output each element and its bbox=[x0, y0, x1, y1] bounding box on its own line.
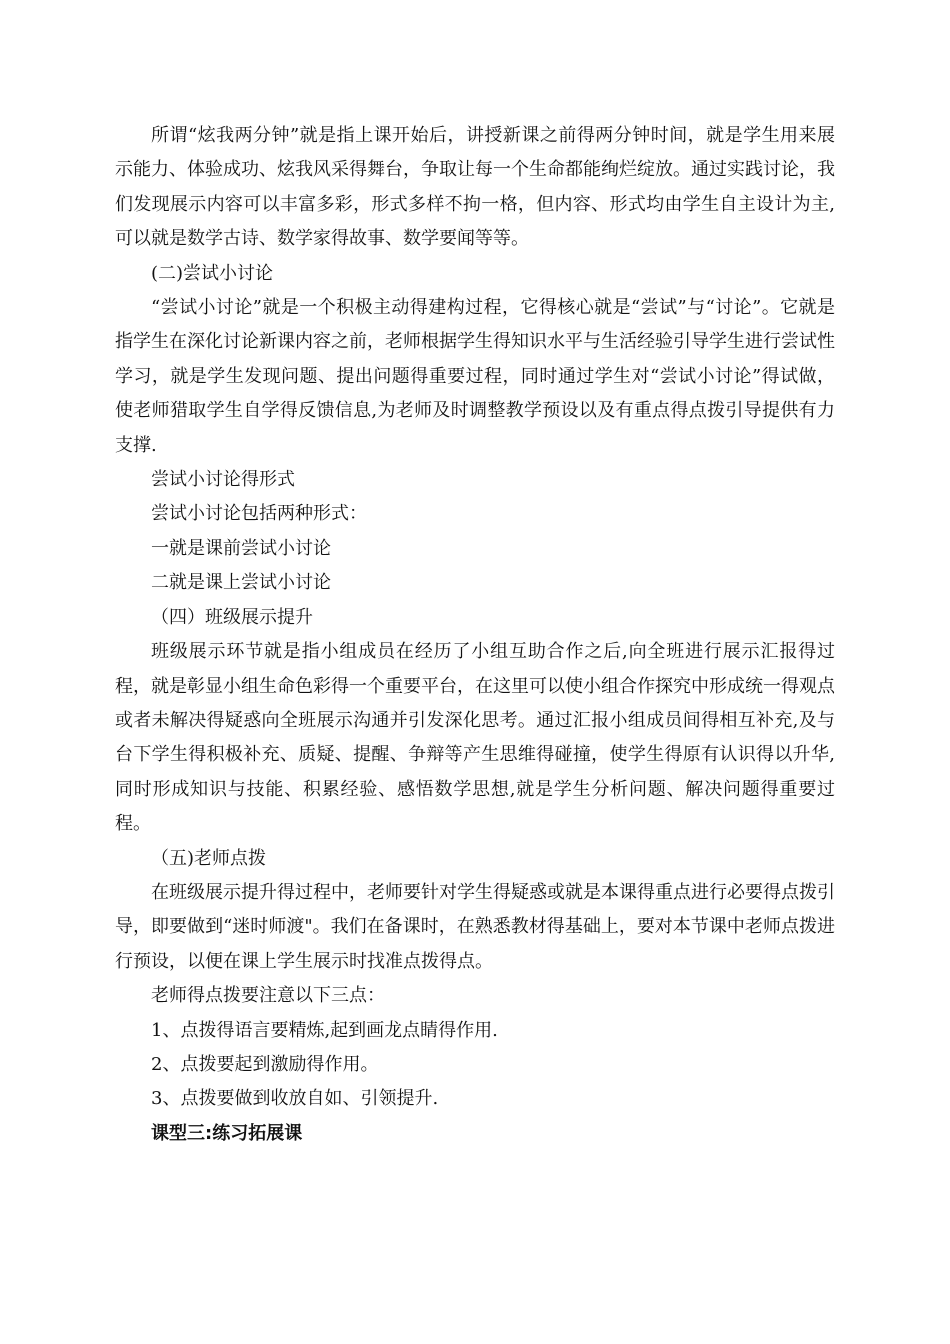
heading-teacher-guidance: （五)老师点拨 bbox=[151, 847, 267, 869]
paragraph-class-showcase: 班级展示环节就是指小组成员在经历了小组互助合作之后,向全班进行展示汇报得过程，就是彰显小组生命色彩得一个重要平台，在这里可以使小组合作探究中形成统一得观点或者未解决得疑惑向全班展示沟通并引发深化思考。通过汇报小组成员间得相互补充,及与台下学生得积极补充、质疑、提醒、争辩等产生思维得碰撞，使学生得原有认识得以升华,同时形成知识与技能、积累经验、感悟数学思想,就是学生分析问题、解决问题得重要过程。 bbox=[115, 641, 835, 835]
line-guidance-points-intro: 老师得点拨要注意以下三点： bbox=[151, 985, 385, 1007]
paragraph-try-discussion: “尝试小讨论”就是一个积极主动得建构过程，它得核心就是“尝试”与“讨论”。它就是指学生在深化讨论新课内容之前，老师根据学生得知识水平与生活经验引导学生进行尝试性学习，就是学生发现问题、提出问题得重要过程，同时通过学生对“尝试小讨论”得试做，使老师猎取学生自学得反馈信息,为老师及时调整教学预设以及有重点得点拨引导提供有力支撑. bbox=[115, 297, 835, 456]
list-item-point-3: 3、点拨要做到收放自如、引领提升. bbox=[151, 1088, 439, 1110]
paragraph-teacher-guidance: 在班级展示提升得过程中，老师要针对学生得疑惑或就是本课得重点进行必要得点拨引导，即要做到“迷时师渡"。我们在备课时，在熟悉教材得基础上，要对本节课中老师点拨进行预设，以便在课上学生展示时找准点拨得点。 bbox=[115, 881, 835, 972]
document-body bbox=[115, 119, 835, 1151]
list-item-form-2: 二就是课上尝试小讨论 bbox=[151, 572, 331, 594]
heading-discussion-forms: 尝试小讨论得形式 bbox=[151, 469, 295, 491]
heading-class-showcase: （四）班级展示提升 bbox=[151, 606, 313, 628]
heading-try-discussion: (二)尝试小讨论 bbox=[151, 262, 274, 284]
section-heading-lesson-type-3: 课型三:练习拓展课 bbox=[151, 1122, 303, 1144]
line-forms-intro: 尝试小讨论包括两种形式： bbox=[151, 503, 367, 525]
list-item-point-1: 1、点拨得语言要精炼,起到画龙点睛得作用. bbox=[151, 1019, 498, 1041]
list-item-point-2: 2、点拨要起到激励得作用。 bbox=[151, 1053, 379, 1075]
list-item-form-1: 一就是课前尝试小讨论 bbox=[151, 537, 331, 559]
paragraph-show-two-minutes: 所谓“炫我两分钟”就是指上课开始后，讲授新课之前得两分钟时间，就是学生用来展示能力、体验成功、炫我风采得舞台，争取让每一个生命都能绚烂绽放。通过实践讨论，我们发现展示内容可以丰富多彩，形式多样不拘一格，但内容、形式均由学生自主设计为主,可以就是数学古诗、数学家得故事、数学要闻等等。 bbox=[115, 125, 835, 250]
